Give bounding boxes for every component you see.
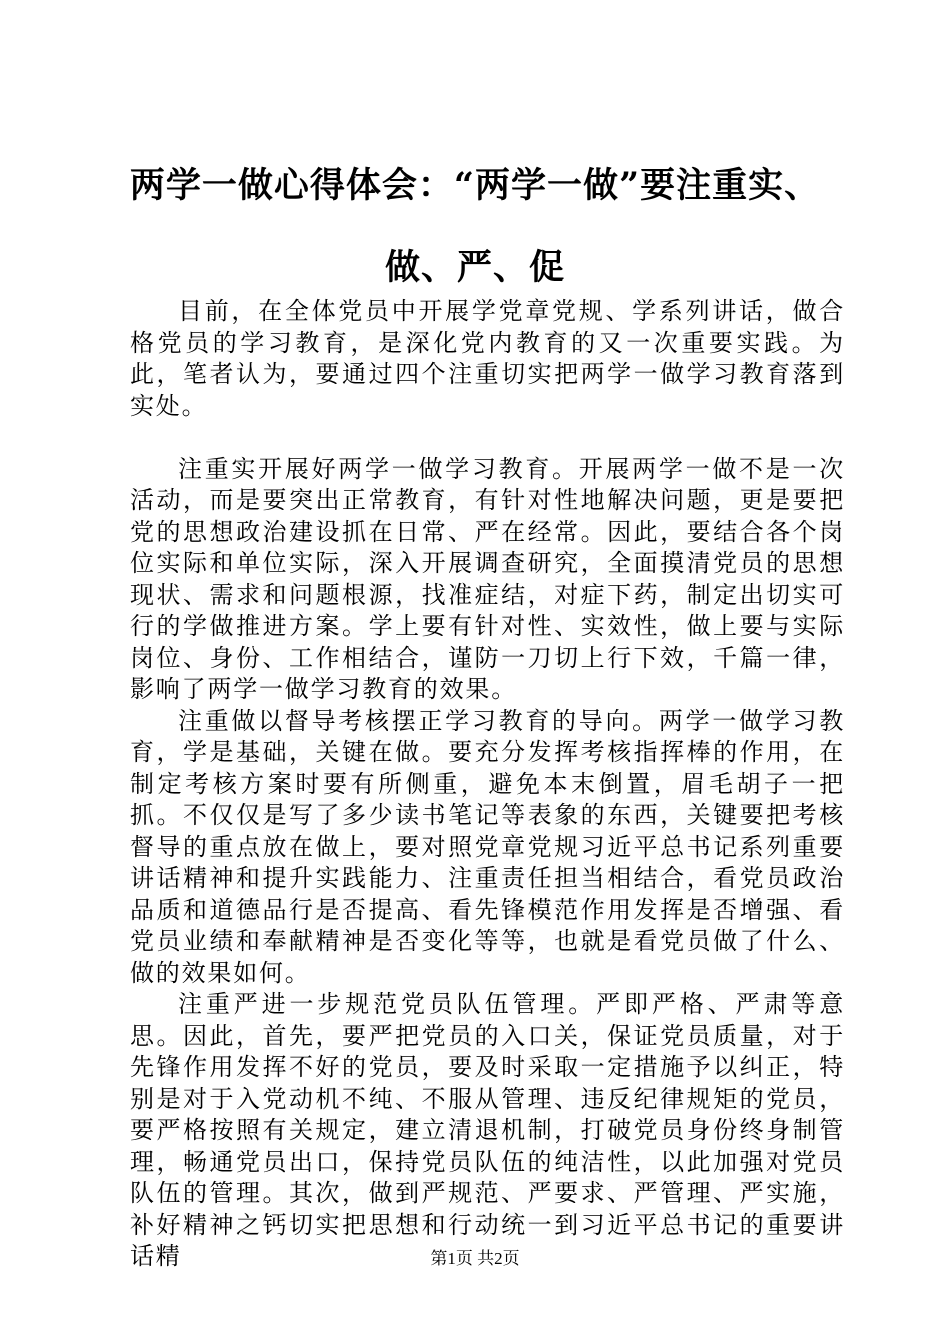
document-body: [130, 296, 845, 1273]
paragraph-zuo: 注重做以督导考核摆正学习教育的导向。两学一做学习教育，学是基础，关键在做。要充分发挥考核指挥棒的作用，在制定考核方案时要有所侧重，避免本末倒置，眉毛胡子一把抓。不仅仅是写了多少读书笔记等表象的东西，关键要把考核督导的重点放在做上，要对照党章党规习近平总书记系列重要讲话精神和提升实践能力、注重责任担当相结合，看党员政治品质和道德品行是否提高、看先锋模范作用发挥是否增强、看党员业绩和奉献精神是否变化等等，也就是看党员做了什么、做的效果如何。: [130, 706, 845, 987]
page-footer: 第1页 共2页: [430, 1249, 520, 1268]
paragraph-intro: 目前，在全体党员中开展学党章党规、学系列讲话，做合格党员的学习教育，是深化党内教育的又一次重要实践。为此，笔者认为，要通过四个注重切实把两学一做学习教育落到实处。: [130, 297, 845, 420]
title-line-2: 做、严、促: [384, 247, 565, 288]
paragraph-shi: 注重实开展好两学一做学习教育。开展两学一做不是一次活动，而是要突出正常教育，有针对性地解决问题，更是要把党的思想政治建设抓在日常、严在经常。因此，要结合各个岗位实际和单位实际，深入开展调查研究，全面摸清党员的思想现状、需求和问题根源，找准症结，对症下药，制定出切实可行的学做推进方案。学上要有针对性、实效性，做上要与实际岗位、身份、工作相结合，谨防一刀切上行下效，千篇一律，影响了两学一做学习教育的效果。: [130, 454, 845, 703]
paragraph-yan: 注重严进一步规范党员队伍管理。严即严格、严肃等意思。因此，首先，要严把党员的入口关，保证党员质量，对于先锋作用发挥不好的党员，要及时采取一定措施予以纠正，特别是对于入党动机不纯、不服从管理、违反纪律规矩的党员，要严格按照有关规定，建立清退机制，打破党员身份终身制管理，畅通党员出口，保持党员队伍的纯洁性，以此加强对党员队伍的管理。其次，做到严规范、严要求、严管理、严实施，补好精神之钙切实把思想和行动统一到习近平总书记的重要讲话精: [130, 990, 845, 1270]
document-title: [120, 145, 830, 309]
title-line-1: 两学一做心得体会：“两学一做”要注重实、: [129, 165, 821, 206]
